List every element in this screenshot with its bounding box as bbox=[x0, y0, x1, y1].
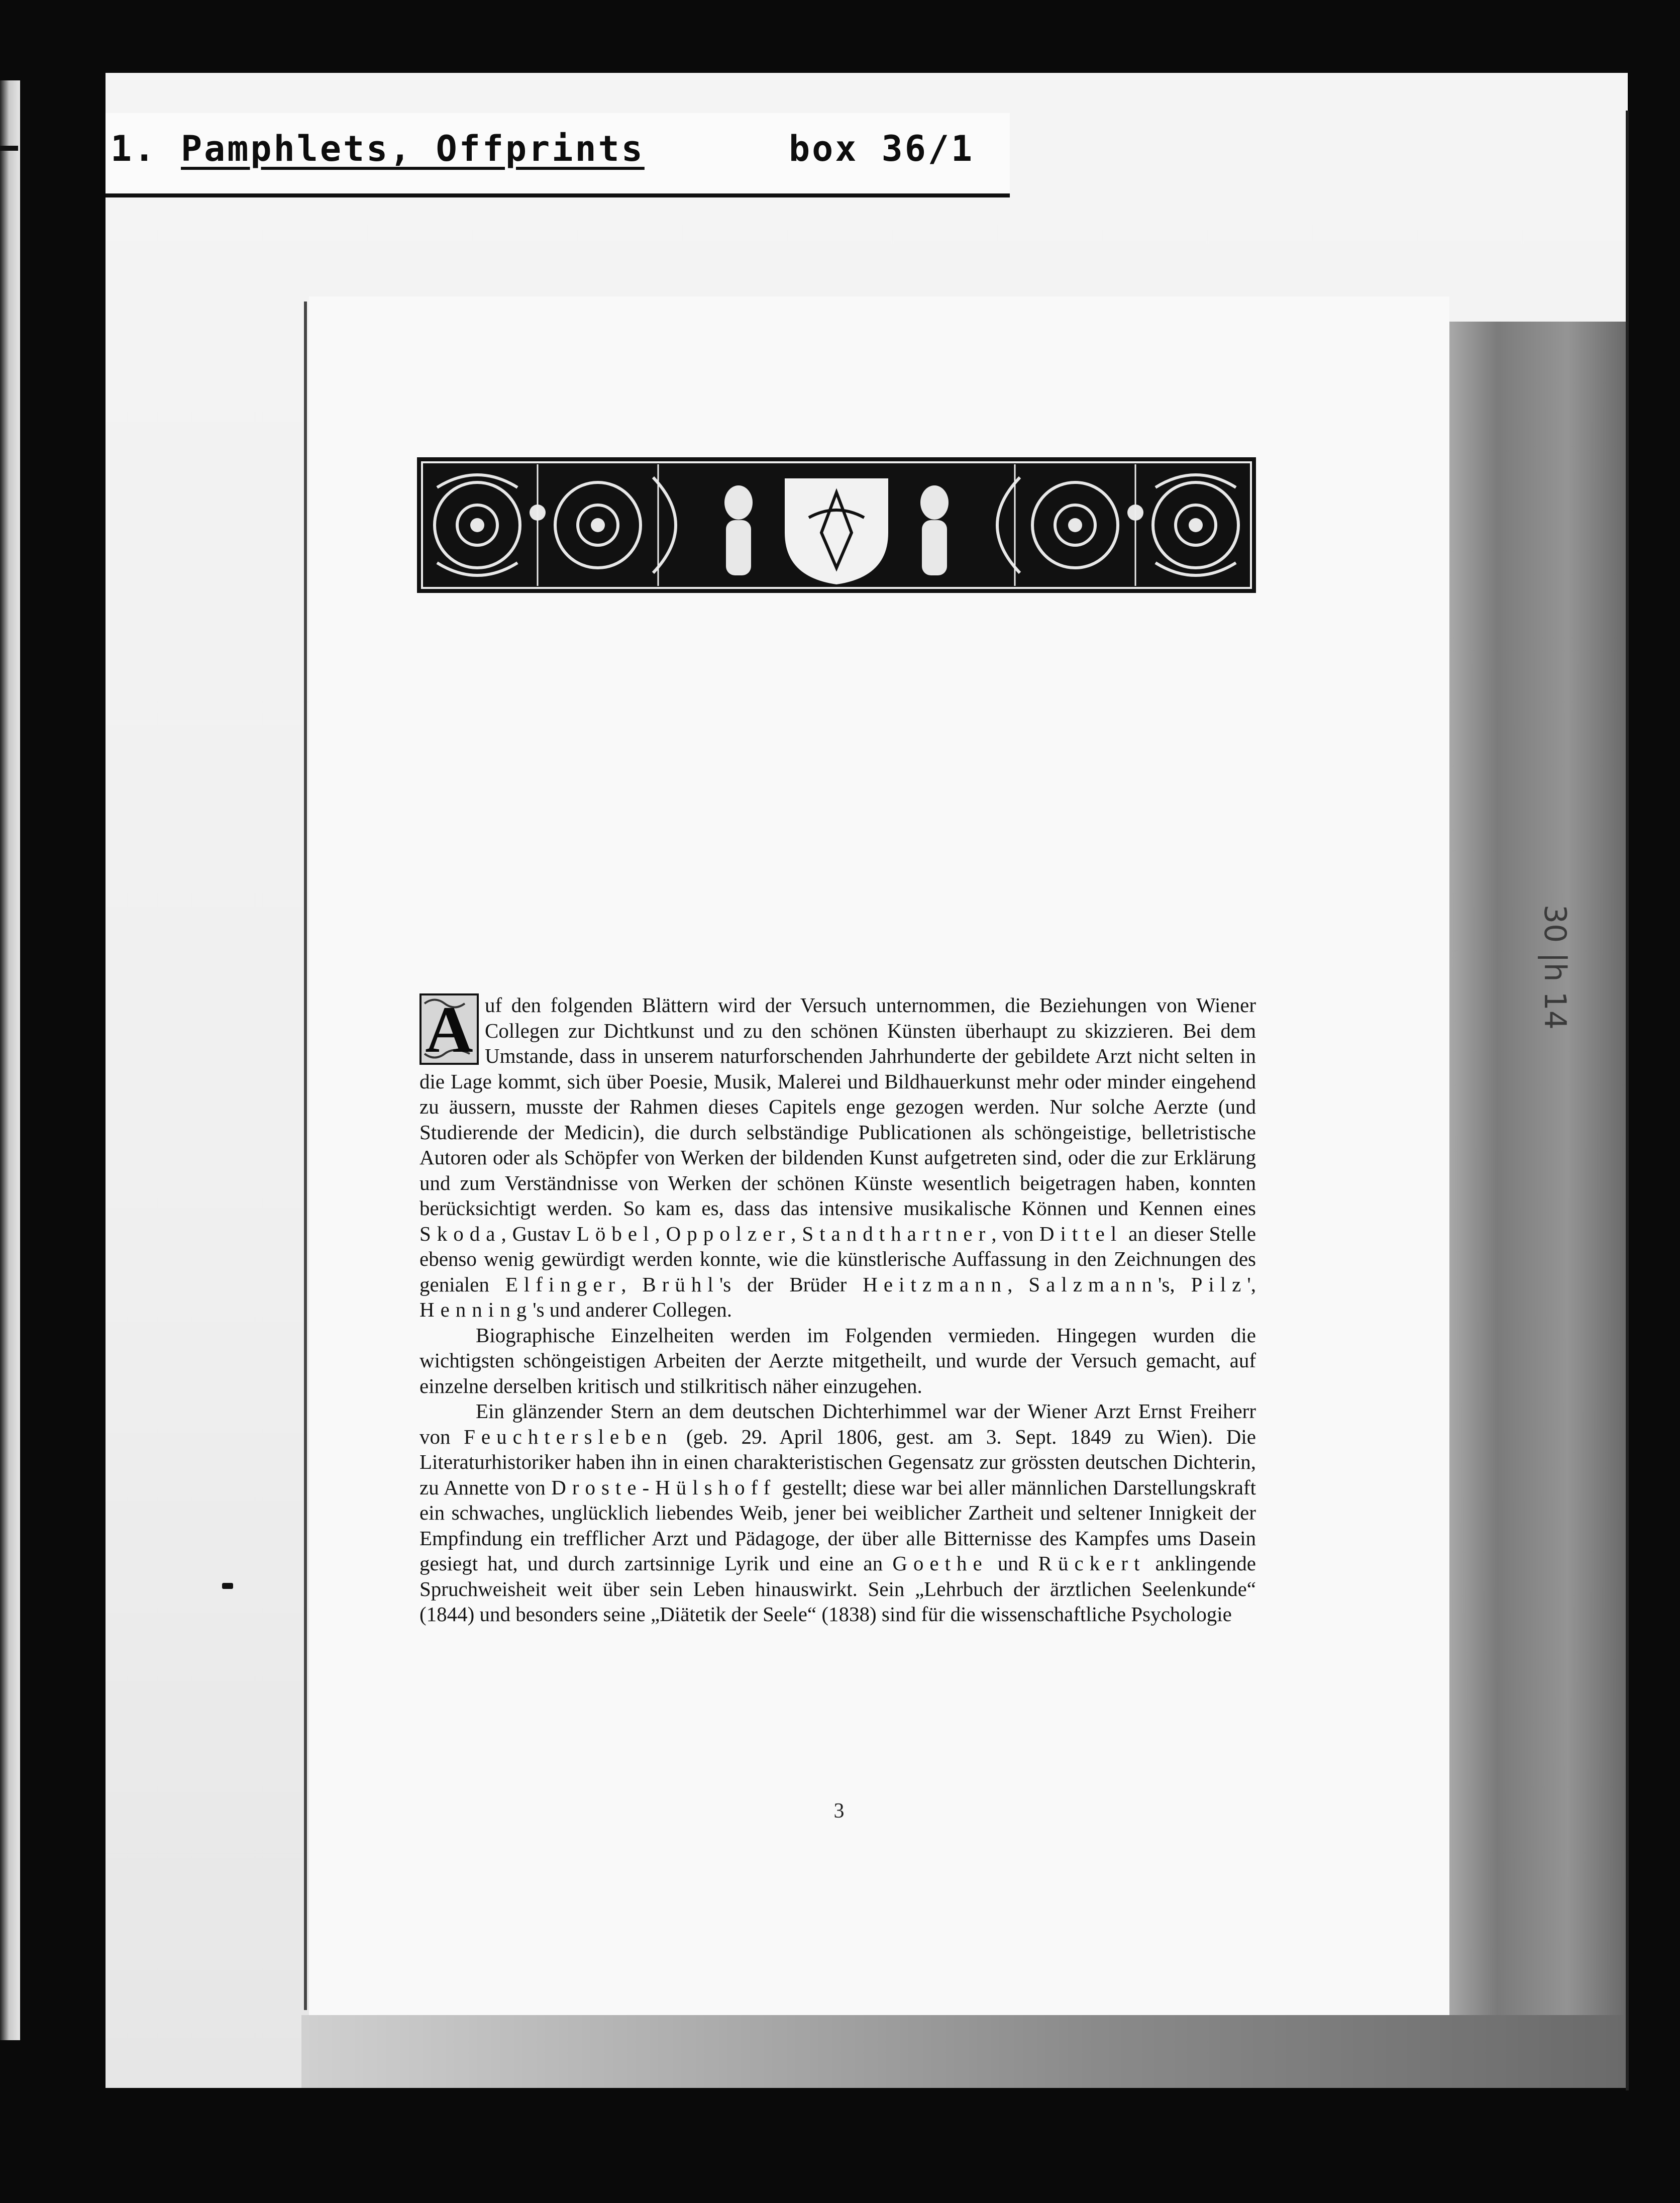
drop-cap bbox=[419, 993, 479, 1065]
name-henning: Henning bbox=[419, 1298, 533, 1321]
paragraph-2: Biographische Einzelheiten werden im Folgenden vermieden. Hingegen wurden die wichtigsten schöngeistigen Arbeiten der Aerzte mitgetheilt, und wurde der Versuch gemacht, auf einzelne derselben kritisch und stilkritisch näher einzugehen. bbox=[419, 1323, 1256, 1397]
label-number: 1. bbox=[111, 128, 157, 169]
folder-edge-line bbox=[1626, 111, 1629, 2090]
paragraph-1-text: , von bbox=[991, 1222, 1039, 1245]
paragraph-1-text: 's, bbox=[1158, 1272, 1191, 1296]
name-heitzmann: Heitzmann bbox=[863, 1272, 1008, 1296]
pencil-margin-note: 30 |h 14 bbox=[1537, 905, 1572, 1030]
name-loebel: Löbel bbox=[576, 1222, 655, 1245]
paragraph-1-text: an dieser Stelle ebenso wenig gewürdigt werden konnte, wie die künstlerische Auffassung in den Zeichnungen des genialen bbox=[419, 1222, 1256, 1296]
label-box-number: box 36/1 bbox=[789, 128, 975, 169]
paragraph-1-text: , Gustav bbox=[501, 1222, 577, 1245]
paragraph-3-text: Ein glänzender Stern an dem deutschen Dichterhimmel war der Wiener Arzt Ernst Freiherr von bbox=[419, 1399, 1256, 1448]
paragraph-1-text: uf den folgenden Blättern wird der Versuch unternommen, die Beziehungen von Wiener Collegen zur Dichtkunst und zu den schönen Künsten überhaupt zu skizzieren. Bei dem Umstande, dass in unserem naturforschenden Jahrhunderte der gebildete Arzt nicht selten in die Lage kommt, sich über Poesie, Musik, Malerei und Bildhauerkunst mehr oder minder eingehend zu äussern, musste der Rahmen dieses Capitels enge gezogen werden. Nur solche Aerzte (und Studierende der Medicin), die durch selbständige Publicationen als schöngeistige, belletristische Autoren oder als Schöpfer von Werken der bildenden Kunst aufgetreten sind, oder die zur Erklärung und zum Verständnisse von Werken der schönen Künste wesentlich beigetragen haben, konnten berücksichtigt werden. So kam es, dass das intensive musikalische Können und Kennen eines bbox=[419, 993, 1256, 1220]
archive-label bbox=[106, 113, 1010, 197]
paragraph-1-text: , bbox=[791, 1222, 802, 1245]
label-title: Pamphlets, Offprints bbox=[181, 128, 645, 169]
paragraph-1-text: 's und anderer Collegen. bbox=[533, 1298, 732, 1321]
paragraph-1-text: , bbox=[655, 1222, 666, 1245]
name-pilz: Pilz bbox=[1191, 1272, 1247, 1296]
paragraph-1-text: , bbox=[621, 1272, 643, 1296]
page-number: 3 bbox=[833, 1799, 845, 1823]
name-bruehl: Brühl bbox=[642, 1272, 719, 1296]
paragraph-1-text: , bbox=[1007, 1272, 1029, 1296]
name-skoda: Skoda bbox=[419, 1222, 501, 1245]
name-droste-huelshoff: Droste-Hülshoff bbox=[551, 1475, 777, 1499]
ornamental-header-band bbox=[417, 457, 1256, 593]
name-feuchtersleben: Feuchtersleben bbox=[464, 1425, 673, 1448]
name-elfinger: Elfinger bbox=[505, 1272, 621, 1296]
name-standthartner: Standthartner bbox=[802, 1222, 992, 1245]
paragraph-1-text: 's der Brüder bbox=[719, 1272, 863, 1296]
paragraph-1-text: ', bbox=[1247, 1272, 1256, 1296]
margin-tick bbox=[0, 146, 18, 151]
folder-shadow bbox=[1427, 322, 1628, 2030]
page-left-edge bbox=[304, 302, 307, 2010]
name-rueckert: Rückert bbox=[1038, 1552, 1146, 1575]
name-dittel: Dittel bbox=[1039, 1222, 1123, 1245]
scan-left-edge bbox=[0, 80, 20, 2040]
article-body bbox=[419, 992, 1256, 1627]
drop-cap-letter: A bbox=[425, 992, 473, 1066]
name-goethe: Goethe bbox=[892, 1552, 988, 1575]
paragraph-3-text: gestellt; diese war bei aller männlichen Darstellungskraft ein schwaches, unglücklich liebendes Weib, jener bei weiblicher Zartheit und seltener Innigkeit der Empfindung ein trefflicher Arzt und Pädagoge, der über alle Bitternisse des Kampfes ums Dasein gesiegt hat, und durch zartsinnige Lyrik und eine an bbox=[419, 1475, 1256, 1575]
name-oppolzer: Oppolzer bbox=[666, 1222, 791, 1245]
paragraph-3-text: anklingende Spruchweisheit weit über sein Leben hinauswirkt. Sein „Lehrbuch der ärztlichen Seelenkunde“ (1844) und besonders seine „Diätetik der Seele“ (1838) sind für die wissenschaftliche Psychologie bbox=[419, 1552, 1256, 1626]
ink-mark bbox=[222, 1583, 233, 1589]
paragraph-3-text: (geb. 29. April 1806, gest. am 3. Sept. 1849 zu Wien). Die Literaturhistoriker haben ihn in einen charakteristischen Gegensatz zur grössten deutschen Dichterin, zu Annette von bbox=[419, 1425, 1256, 1499]
folder-bottom-shadow bbox=[301, 2015, 1628, 2088]
paragraph-3-text: und bbox=[988, 1552, 1038, 1575]
paragraph-3 bbox=[419, 1398, 1256, 1627]
paragraph-1 bbox=[419, 992, 1256, 1323]
name-salzmann: Salzmann bbox=[1028, 1272, 1159, 1296]
